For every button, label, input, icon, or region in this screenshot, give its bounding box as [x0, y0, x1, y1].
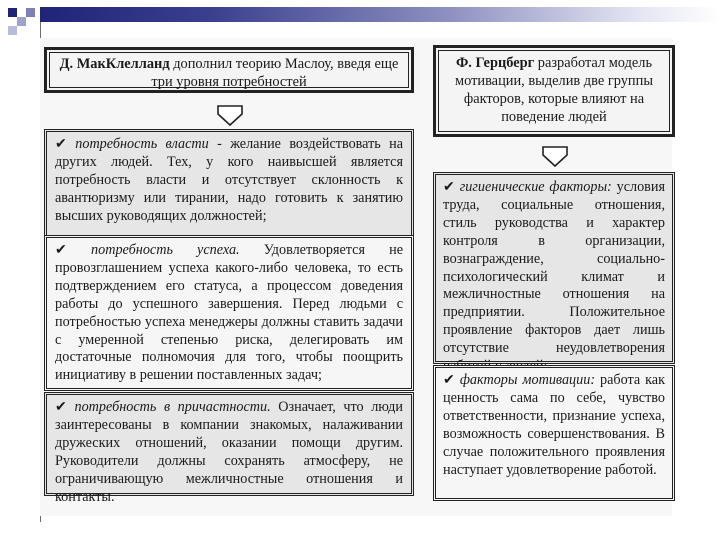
checkmark-icon: ✔ [55, 399, 75, 415]
mcclelland-name: Д. МакКлелланд [59, 56, 170, 72]
need-affiliation-text: Означает, что люди заинтересованы в компании знакомых, налаживании дружеских отношений, оказании помощи другим. Руководители должны сохранять атмосферу, не ограничивающую межличностные отношения и контакты. [55, 399, 403, 505]
herzberg-header-text: разработал модель мотивации, выделив две группы факторов, которые влияют на поведение людей [454, 55, 654, 125]
need-success-box [44, 235, 414, 391]
motivation-term: факторы мотивации: [459, 372, 596, 388]
herzberg-name: Ф. Герцберг [455, 55, 535, 71]
herzberg-header [433, 45, 675, 137]
need-power-text: - желание воздействовать на других людей. Тех, у кого наивысшей является потребность власти и отсутствует склонность к авантюризму или тирании, надо готовить к занятию высших руководящих должностей; [55, 136, 404, 224]
hygiene-term: гигиенические факторы: [459, 179, 612, 195]
down-arrow-icon [535, 145, 575, 169]
checkmark-icon: ✔ [443, 372, 460, 388]
need-power-term: потребность власти [75, 136, 209, 152]
hygiene-factors-box [433, 172, 675, 364]
need-affiliation-box [44, 392, 414, 505]
down-arrow-icon [210, 104, 250, 128]
checkmark-icon: ✔ [55, 136, 76, 152]
mcclelland-header-text: дополнил теорию Маслоу, введя еще три уровня потребностей [151, 56, 399, 90]
hygiene-text: условия труда, социальные отношения, стиль руководства и характер контроля в организации, вознаграждение, социально-психологический климат и межличностные отношения на предприятии. Положительное проявление факторов дает лишь отсутствие неудовлетворения [443, 179, 665, 357]
motivation-factors-box [433, 365, 675, 501]
need-affiliation-term: потребность в причастности. [74, 399, 271, 415]
deco-square-2 [26, 8, 35, 17]
deco-square-3 [17, 17, 26, 26]
checkmark-icon: ✔ [55, 242, 92, 258]
need-success-text: Удовлетворяется не провозглашением успеха какого-либо человека, то есть подтверждением его статуса, а процессом доведения работы до успешного завершения. Перед людьми с потребностью успеха менеджеры должны ставить задачи с умеренной степенью риска, делегировать им достаточные полномочия для того, чтобы поощрить инициативу в решении поставленных задач; [55, 242, 403, 384]
title-bar-gradient [40, 7, 720, 22]
mcclelland-header [44, 47, 414, 93]
motivation-text: работа как ценность сама по себе, чувство ответственности, признание успеха, возможность совершенствования. В случае положительного проявления наступает удовлетворение работой. [443, 372, 665, 478]
need-success-term: потребность успеха. [91, 242, 240, 258]
deco-square-4 [8, 26, 17, 35]
checkmark-icon: ✔ [443, 179, 460, 195]
deco-square-1 [8, 8, 17, 17]
